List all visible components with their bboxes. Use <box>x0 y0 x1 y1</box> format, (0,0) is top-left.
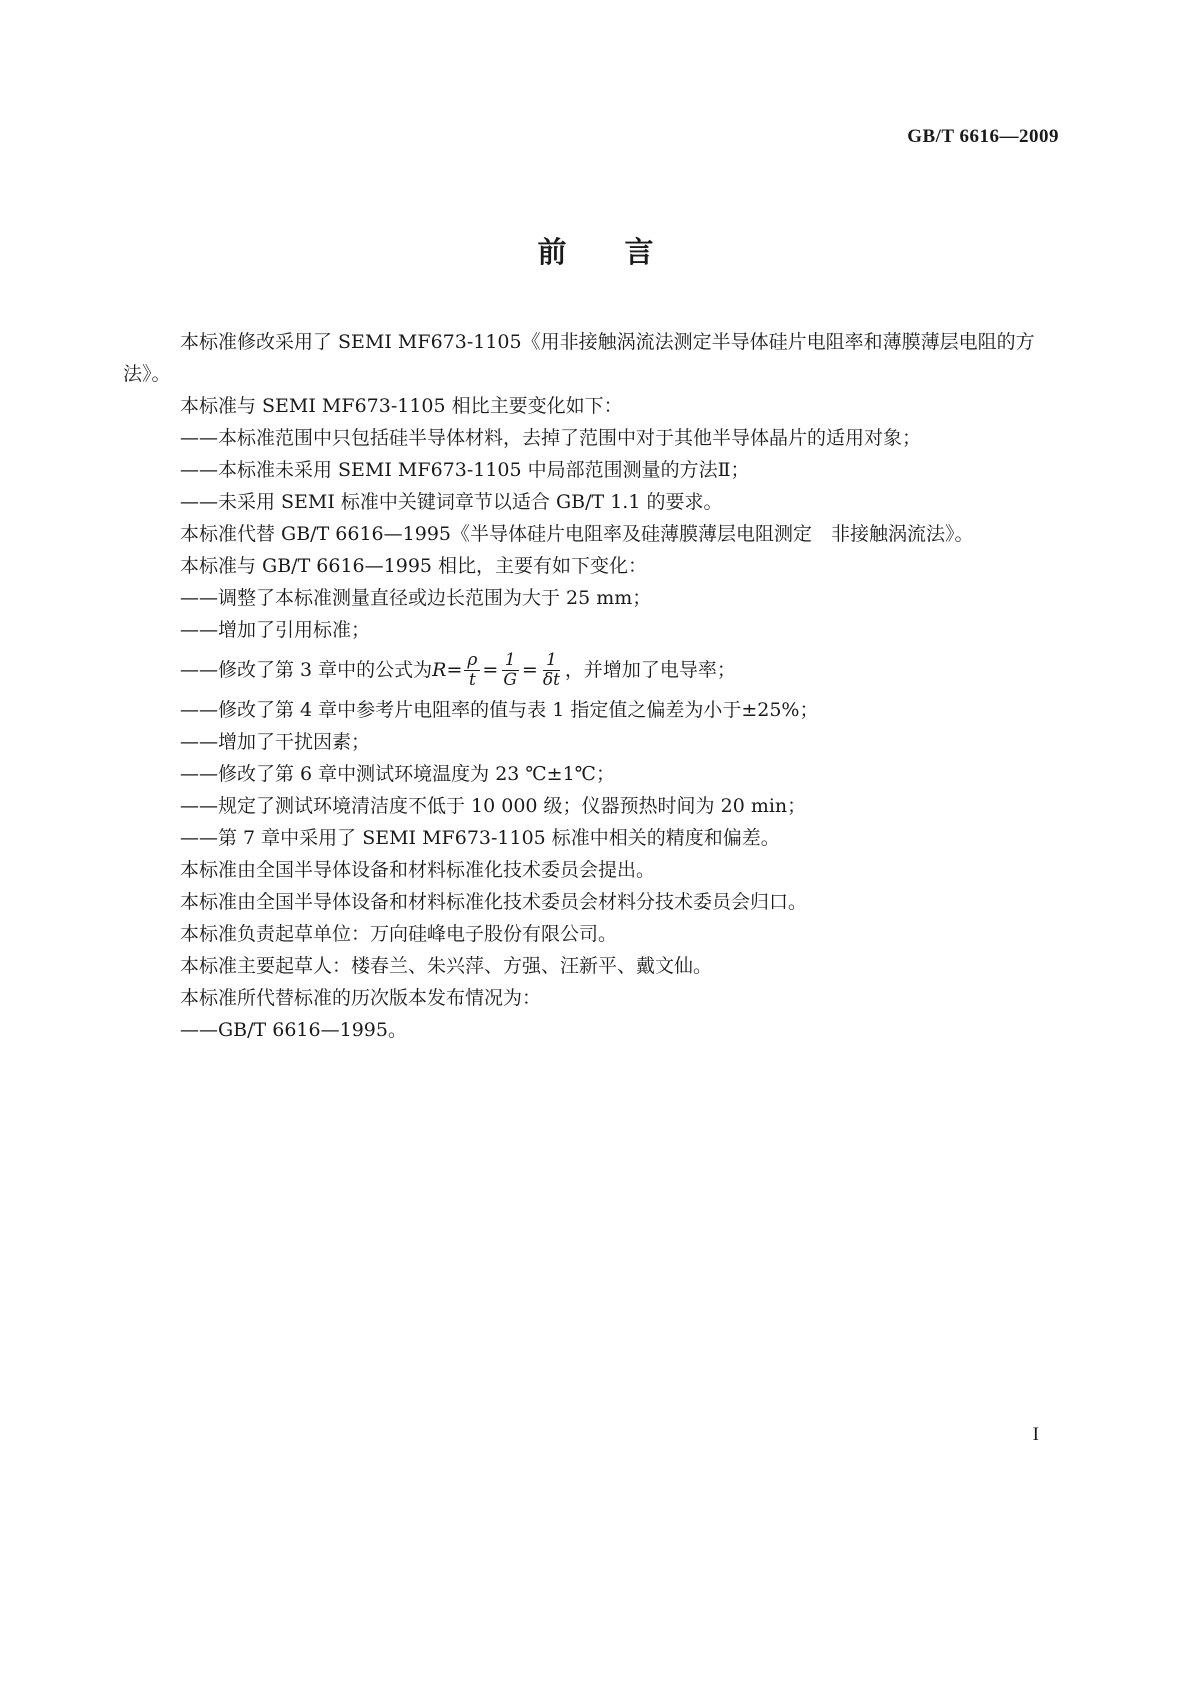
formula-equals: = <box>482 659 499 681</box>
list-item-history: ——GB/T 6616—1995。 <box>180 1019 407 1041</box>
formula-equals: = <box>521 659 538 681</box>
paragraph-history-intro: 本标准所代替标准的历次版本发布情况为： <box>180 987 542 1009</box>
list-item-change: ——调整了本标准测量直径或边长范围为大于 25 mm； <box>180 587 652 609</box>
standard-number: GB/T 6616—2009 <box>907 126 1059 147</box>
formula-suffix: ，并增加了电导率； <box>564 659 736 681</box>
list-item-change: ——增加了引用标准； <box>180 619 371 641</box>
list-item-change: ——修改了第 4 章中参考片电阻率的值与表 1 指定值之偏差为小于±25%； <box>180 699 819 721</box>
paragraph-proposed-by: 本标准由全国半导体设备和材料标准化技术委员会提出。 <box>180 859 656 881</box>
foreword-body <box>123 326 1067 1046</box>
fraction-denominator: δt <box>542 669 560 690</box>
formula-prefix: ——修改了第 3 章中的公式为 <box>180 659 433 681</box>
list-item-change: ——本标准未采用 SEMI MF673-1105 中局部范围测量的方法Ⅱ； <box>180 459 750 481</box>
paragraph-adoption: 本标准修改采用了 SEMI MF673-1105《用非接触涡流法测定半导体硅片电阻率和薄膜薄层电阻的方法》。 <box>123 331 1035 385</box>
fraction-one-over-delta-t <box>540 651 563 690</box>
paragraph-changes-intro: 本标准与 SEMI MF673-1105 相比主要变化如下： <box>180 395 623 417</box>
fraction-denominator: G <box>503 669 517 690</box>
list-item-change: ——第 7 章中采用了 SEMI MF673-1105 标准中相关的精度和偏差。 <box>180 827 780 849</box>
fraction-numerator: 1 <box>543 651 560 671</box>
list-item-formula <box>123 646 1067 694</box>
fraction-numerator: 1 <box>502 651 519 671</box>
paragraph-drafting-unit: 本标准负责起草单位：万向硅峰电子股份有限公司。 <box>180 923 618 945</box>
list-item-change: ——未采用 SEMI 标准中关键词章节以适合 GB/T 1.1 的要求。 <box>180 491 723 513</box>
paragraph-centralized-by: 本标准由全国半导体设备和材料标准化技术委员会材料分技术委员会归口。 <box>180 891 808 913</box>
list-item-change: ——修改了第 6 章中测试环境温度为 23 ℃±1℃； <box>180 763 615 785</box>
fraction-rho-over-t <box>464 651 480 690</box>
list-item-change: ——规定了测试环境清洁度不低于 10 000 级；仪器预热时间为 20 min； <box>180 795 807 817</box>
paragraph-changes-intro-2: 本标准与 GB/T 6616—1995 相比，主要有如下变化： <box>180 555 648 577</box>
paragraph-replaces: 本标准代替 GB/T 6616—1995《半导体硅片电阻率及硅薄膜薄层电阻测定 非接触涡流法》。 <box>180 523 974 545</box>
list-item-change: ——增加了干扰因素； <box>180 731 371 753</box>
paragraph-drafters: 本标准主要起草人：楼春兰、朱兴萍、方强、汪新平、戴文仙。 <box>180 955 713 977</box>
page-number: I <box>1032 1424 1039 1445</box>
formula-variable-r: R <box>432 659 447 681</box>
fraction-denominator: t <box>468 669 476 690</box>
fraction-numerator: ρ <box>464 651 480 671</box>
formula-equals: = <box>446 659 463 681</box>
list-item-change: ——本标准范围中只包括硅半导体材料，去掉了范围中对于其他半导体晶片的适用对象； <box>180 427 922 449</box>
section-title: 前言 <box>537 235 712 269</box>
fraction-one-over-g <box>500 651 520 690</box>
